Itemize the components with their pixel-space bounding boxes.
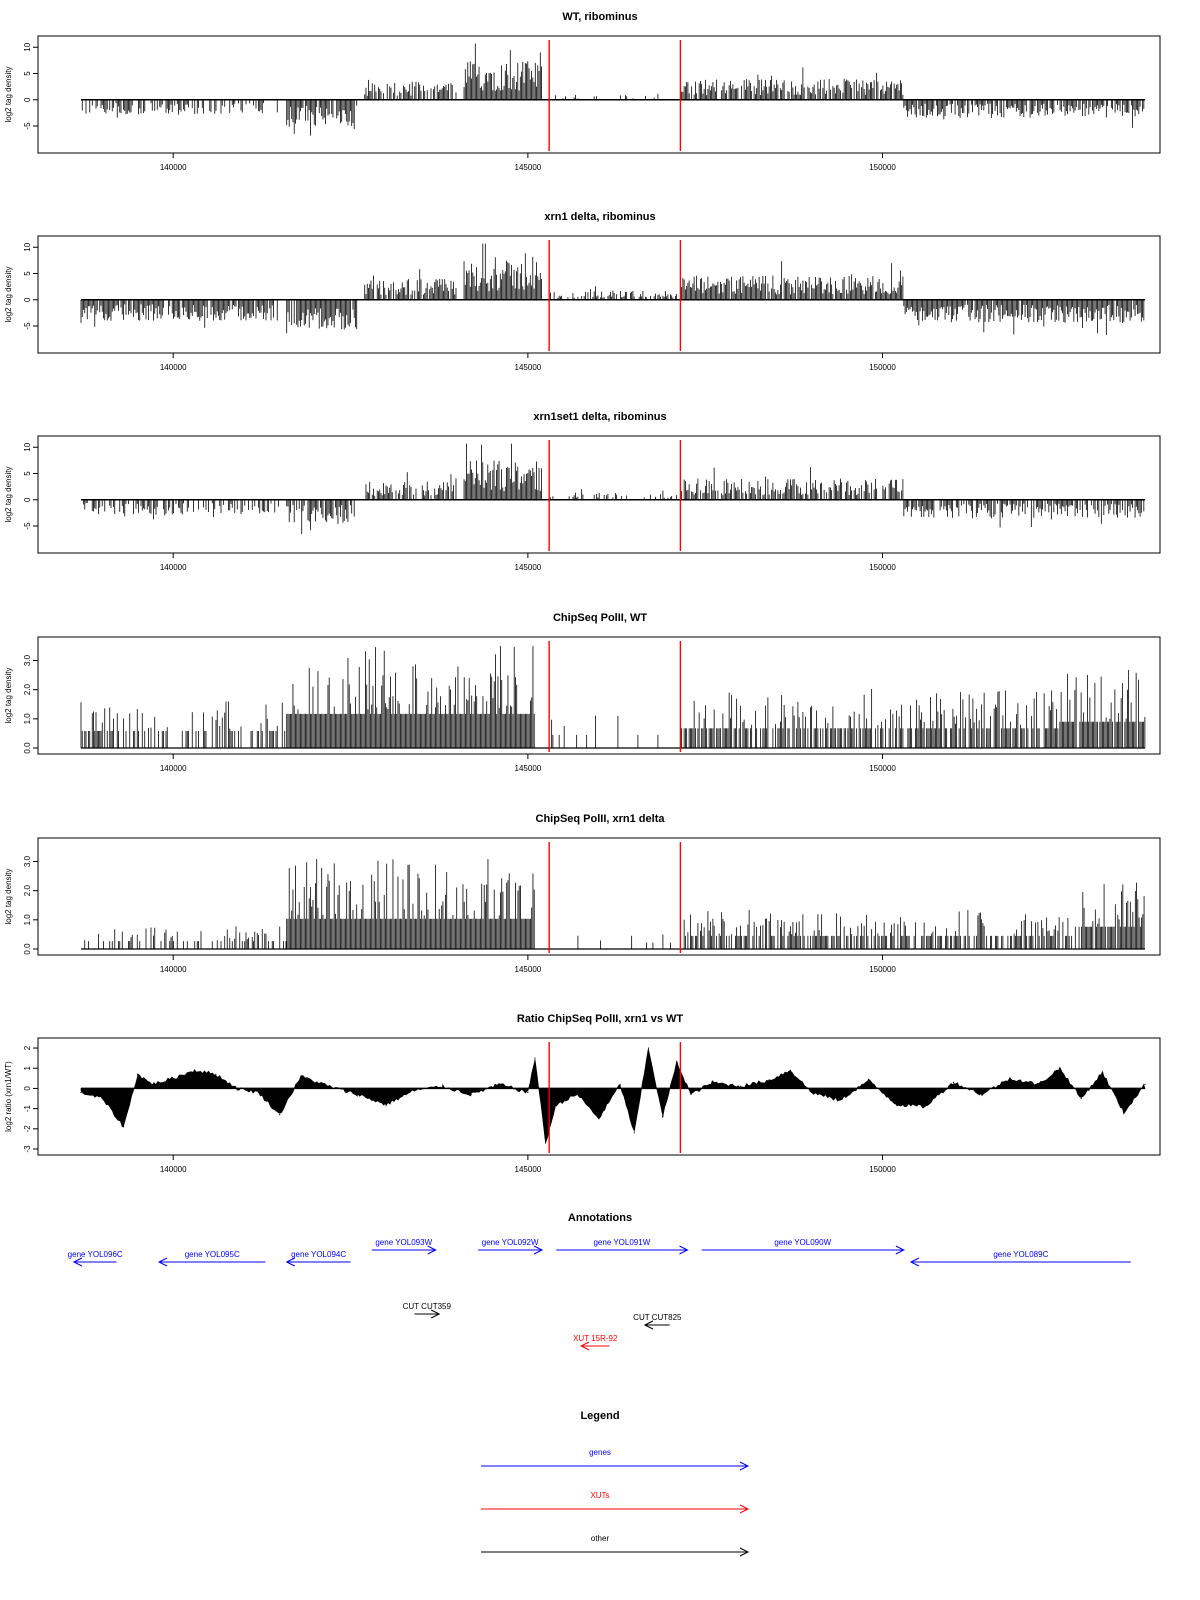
x-tick-label: 140000 <box>159 563 187 572</box>
ratio-point <box>556 1104 557 1105</box>
ratio-point <box>137 1074 138 1075</box>
annotation-label: gene YOL096C <box>67 1250 123 1259</box>
x-tick-label: 140000 <box>159 764 187 773</box>
ratio-point <box>1059 1068 1060 1069</box>
annotation-gene-yol090w <box>702 1238 904 1254</box>
ratio-point <box>1102 1072 1103 1073</box>
annotation-cut-cut359 <box>403 1302 452 1318</box>
y-axis-label: log2 tag density <box>4 66 13 123</box>
ratio-point <box>499 1084 500 1085</box>
annotation-gene-yol093w <box>372 1238 436 1254</box>
ratio-point <box>1038 1084 1039 1085</box>
ratio-point <box>385 1104 386 1105</box>
y-tick-label: 2 <box>23 1045 32 1051</box>
x-tick-label: 140000 <box>159 163 187 172</box>
x-tick-label: 150000 <box>869 163 896 172</box>
chart-title: ChipSeq PolII, xrn1 delta <box>535 813 665 825</box>
annotation-label: gene YOL090W <box>774 1238 832 1247</box>
y-tick-label: -5 <box>23 322 32 330</box>
annotation-gene-yol095c <box>159 1250 265 1266</box>
legend-label: other <box>590 1534 610 1543</box>
ratio-point <box>839 1100 840 1101</box>
x-tick-label: 145000 <box>514 764 542 773</box>
legend-title: Legend <box>580 1410 620 1422</box>
ratio-point <box>953 1082 954 1083</box>
y-tick-label: -1 <box>23 1105 32 1113</box>
y-tick-label: 5 <box>23 471 32 476</box>
annotations-track <box>68 1212 1131 1350</box>
x-tick-label: 145000 <box>514 163 542 172</box>
y-tick-label: 0 <box>23 297 32 302</box>
x-tick-label: 150000 <box>869 764 896 773</box>
ratio-point <box>811 1092 812 1093</box>
annotation-label: gene YOL091W <box>593 1238 651 1247</box>
y-tick-label: 10 <box>23 242 32 252</box>
y-axis-label: log2 tag density <box>4 266 13 323</box>
ratio-point <box>634 1132 635 1133</box>
chart-title: xrn1 delta, ribominus <box>544 211 656 223</box>
y-tick-label: 0.0 <box>23 943 32 955</box>
y-tick-label: -5 <box>23 522 32 530</box>
ratio-point <box>279 1114 280 1115</box>
annotation-gene-yol092w <box>478 1238 542 1254</box>
x-tick-label: 140000 <box>159 965 187 974</box>
annotation-xut-15r-92 <box>573 1334 618 1350</box>
y-tick-label: 0 <box>23 97 32 102</box>
x-tick-label: 150000 <box>869 1165 896 1174</box>
chart-panel-4 <box>4 612 1160 773</box>
x-tick-label: 140000 <box>159 363 187 372</box>
y-tick-label: 1 <box>23 1066 32 1071</box>
annotation-gene-yol089c <box>911 1250 1131 1266</box>
ratio-point <box>740 1086 741 1087</box>
ratio-area <box>81 1049 1145 1143</box>
chart-title: xrn1set1 delta, ribominus <box>533 411 667 423</box>
ratio-point <box>151 1084 152 1085</box>
chart-title: Ratio ChipSeq PolII, xrn1 vs WT <box>516 1013 684 1025</box>
y-tick-label: 2.0 <box>23 684 32 696</box>
ratio-point <box>868 1080 869 1081</box>
annotation-label: gene YOL094C <box>291 1250 347 1259</box>
legend-item-xuts <box>481 1491 748 1513</box>
y-axis-label: log2 tag density <box>4 667 13 724</box>
ratio-point <box>534 1058 535 1059</box>
ratio-point <box>258 1092 259 1093</box>
y-tick-label: -3 <box>23 1145 32 1153</box>
annotation-label: gene YOL095C <box>184 1250 240 1259</box>
ratio-point <box>442 1086 443 1087</box>
ratio-point <box>194 1070 195 1071</box>
y-tick-label: 0 <box>23 497 32 502</box>
legend-label: XUTs <box>590 1491 610 1500</box>
ratio-point <box>357 1094 358 1095</box>
y-tick-label: 0 <box>23 1086 32 1091</box>
ratio-point <box>102 1098 103 1099</box>
ratio-point <box>300 1076 301 1077</box>
ratio-point <box>676 1062 677 1063</box>
ratio-point <box>925 1106 926 1107</box>
annotation-label: gene YOL093W <box>375 1238 433 1247</box>
chart-title: WT, ribominus <box>562 11 638 23</box>
ratio-point <box>768 1080 769 1081</box>
ratio-point <box>471 1094 472 1095</box>
y-tick-label: 0.0 <box>23 742 32 754</box>
ratio-point <box>690 1094 691 1095</box>
y-tick-label: 2.0 <box>23 885 32 897</box>
x-tick-label: 145000 <box>514 563 542 572</box>
x-tick-label: 140000 <box>159 1165 187 1174</box>
y-tick-label: 3.0 <box>23 855 32 868</box>
data-bars <box>82 44 1144 136</box>
annotation-label: gene YOL089C <box>993 1250 1049 1259</box>
ratio-point <box>598 1118 599 1119</box>
x-tick-label: 150000 <box>869 363 896 372</box>
chart-panel-6 <box>4 1013 1160 1174</box>
annotation-gene-yol096c <box>68 1250 123 1266</box>
chart-title: ChipSeq PolII, WT <box>552 612 648 624</box>
annotation-label: CUT CUT825 <box>633 1313 682 1322</box>
ratio-point <box>123 1126 124 1127</box>
y-axis-label: log2 ratio (xrn1/WT) <box>4 1061 13 1132</box>
y-tick-label: 10 <box>23 442 32 452</box>
legend <box>481 1410 748 1556</box>
plot-frame <box>38 236 1160 353</box>
annotation-label: gene YOL092W <box>481 1238 539 1247</box>
y-tick-label: 5 <box>23 71 32 76</box>
legend-item-genes <box>481 1448 748 1470</box>
ratio-point <box>527 1092 528 1093</box>
ratio-point <box>80 1092 81 1093</box>
ratio-point <box>1144 1084 1145 1085</box>
plot-frame <box>38 36 1160 153</box>
ratio-point <box>662 1116 663 1117</box>
ratio-point <box>577 1094 578 1095</box>
y-tick-label: 3.0 <box>23 654 32 667</box>
y-tick-label: -2 <box>23 1125 32 1133</box>
data-bars <box>81 646 1145 748</box>
y-tick-label: -5 <box>23 122 32 130</box>
ratio-point <box>414 1090 415 1091</box>
legend-label: genes <box>589 1448 611 1457</box>
y-axis-label: log2 tag density <box>4 466 13 523</box>
x-tick-label: 145000 <box>514 1165 542 1174</box>
annotation-label: XUT 15R-92 <box>573 1334 618 1343</box>
x-tick-label: 145000 <box>514 965 542 974</box>
y-tick-label: 1.0 <box>23 713 32 725</box>
annotation-label: CUT CUT359 <box>402 1302 451 1311</box>
chart-panel-3 <box>4 411 1160 572</box>
ratio-point <box>545 1142 546 1143</box>
ratio-point <box>329 1086 330 1087</box>
ratio-point <box>1081 1098 1082 1099</box>
ratio-point <box>712 1082 713 1083</box>
annotation-cut-cut825 <box>633 1313 682 1329</box>
ratio-point <box>1123 1112 1124 1113</box>
annotation-gene-yol094c <box>287 1250 351 1266</box>
ratio-point <box>790 1070 791 1071</box>
annotation-gene-yol091w <box>556 1238 687 1254</box>
ratio-point <box>981 1094 982 1095</box>
data-bars <box>81 244 1144 335</box>
x-tick-label: 150000 <box>869 563 896 572</box>
chart-panel-1 <box>4 11 1160 172</box>
ratio-point <box>619 1084 620 1085</box>
x-tick-label: 150000 <box>869 965 896 974</box>
legend-item-other <box>481 1534 748 1556</box>
data-bars <box>85 859 1144 949</box>
data-bars <box>84 444 1144 534</box>
y-tick-label: 5 <box>23 271 32 276</box>
chart-panel-5 <box>4 813 1160 974</box>
ratio-point <box>215 1074 216 1075</box>
annotations-title: Annotations <box>567 1212 633 1224</box>
chart-panel-2 <box>4 211 1160 372</box>
ratio-point <box>896 1104 897 1105</box>
ratio-point <box>648 1047 649 1048</box>
ratio-point <box>1010 1078 1011 1079</box>
ratio-point <box>173 1078 174 1079</box>
y-tick-label: 10 <box>23 42 32 52</box>
x-tick-label: 145000 <box>514 363 542 372</box>
y-tick-label: 1.0 <box>23 914 32 926</box>
y-axis-label: log2 tag density <box>4 868 13 925</box>
